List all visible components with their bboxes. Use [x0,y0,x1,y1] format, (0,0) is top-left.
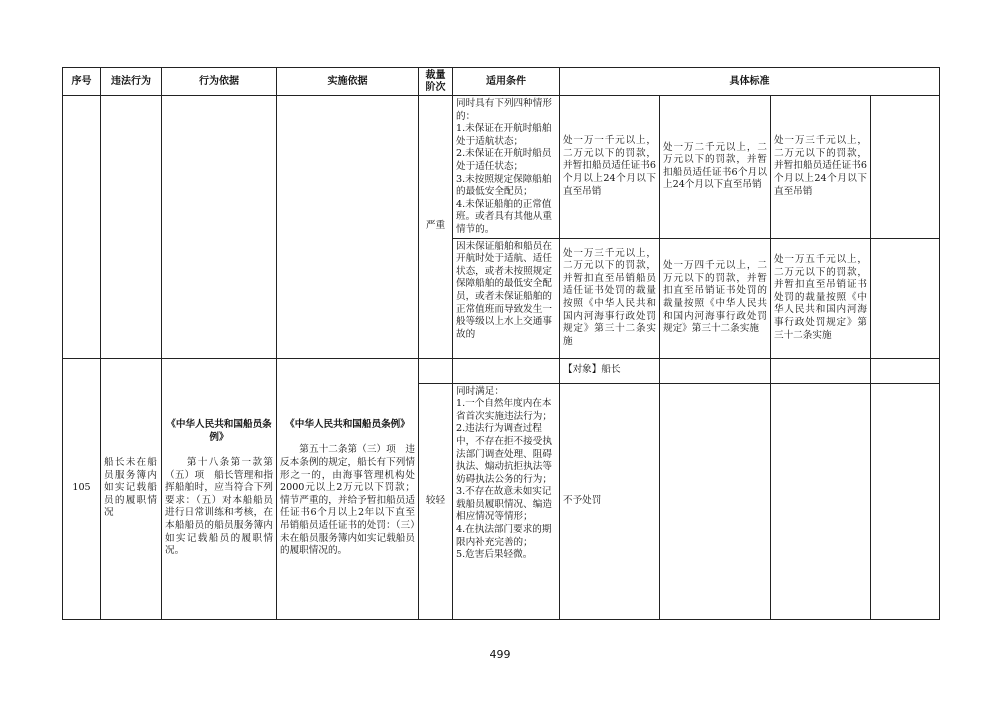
header-standard: 具体标准 [560,68,940,96]
cell-standard-2-empty [660,383,771,619]
cell-standard-1: 处一万三千元以上，二万元以下的罚款，并暂扣直至吊销船员适任证书处罚的裁量按照《中华人民共和国内河海事行政处罚规定》第三十二条实施 [560,238,660,358]
cell-standard-3: 处一万三千元以上，二万元以下的罚款，并暂扣船员适任证书6个月以上24个月以下直至吊销 [771,96,871,239]
cell-behavior-empty [101,96,162,359]
cell-object-empty [660,358,771,383]
cell-seq-empty [63,96,101,359]
cell-object: 【对象】船长 [560,358,660,383]
cell-level-empty [419,358,453,383]
cell-basis-impl [277,358,419,619]
table-row [63,96,940,239]
cell-basis-law [162,358,277,619]
cell-standard-2: 处一万二千元以上，二万元以下的罚款，并暂扣船员适任证书6个月以上24个月以下直至吊销 [660,96,771,239]
cell-condition-empty [453,358,560,383]
header-condition: 适用条件 [453,68,560,96]
header-level: 裁量 阶次 [419,68,453,96]
basis-impl-body: 第五十二条第（三）项 违反本条例的规定，船长有下列情形之一的，由海事管理机构处2000元以上2万元以下罚款；情节严重的，并给予暂扣船员适任证书6个月以上2年以下直至吊销船员适任证书的处罚：（三）未在船员服务簿内如实记载船员的履职情况的。 [280,444,415,557]
penalty-standard-table [62,67,940,620]
cell-level-severe: 严重 [419,96,453,359]
cell-object-empty [871,358,940,383]
page-number: 499 [489,648,511,661]
header-behavior: 违法行为 [101,68,162,96]
basis-law-title: 《中华人民共和国船员条例》 [166,419,272,443]
cell-object-empty [771,358,871,383]
cell-basis-impl-empty [277,96,419,359]
cell-standard-3: 处一万五千元以上，二万元以下的罚款，并暂扣直至吊销证书处罚的裁量按照《中华人民共和国内河海事行政处罚规定》第三十二条实施 [771,238,871,358]
cell-standard-2: 处一万四千元以上，二万元以下的罚款，并暂扣直至吊销证书处罚的裁量按照《中华人民共和国内河海事行政处罚规定》第三十二条实施 [660,238,771,358]
cell-behavior: 船长未在船员服务簿内如实记载船员的履职情况 [101,358,162,619]
cell-seq: 105 [63,358,101,619]
cell-condition: 因未保证船舶和船员在开航时处于适航、适任状态，或者未按照规定保障船舶的最低安全配员，或者未保证船舶的正常值班而导致发生一般等级以上水上交通事故的 [453,238,560,358]
basis-impl-title: 《中华人民共和国船员条例》 [285,419,410,431]
cell-level-minor: 较轻 [419,383,453,619]
cell-condition: 同时具有下列四种情形的： 1.未保证在开航时船舶处于适航状态； 2.未保证在开航时船员处于适任状态； 3.未按照规定保障船舶的最低安全配员； 4.未保证船舶的正常值班。或者具有其他从重情节的。 [453,96,560,239]
cell-standard-1: 处一万一千元以上，二万元以下的罚款，并暂扣船员适任证书6个月以上24个月以下直至吊销 [560,96,660,239]
cell-basis-law-empty [162,96,277,359]
basis-law-body: 第十八条第一款第（五）项 船长管理和指挥船舶时，应当符合下列要求：（五）对本船船员进行日常训练和考核，在本船船员的船员服务簿内如实记载船员的履职情况。 [165,457,273,557]
table-header-row [63,68,940,96]
header-basis-law: 行为依据 [162,68,277,96]
header-seq: 序号 [63,68,101,96]
cell-standard-4-empty [871,238,940,358]
cell-condition: 同时满足： 1.一个自然年度内在本省首次实施违法行为； 2.违法行为调查过程中，不存在拒不接受执法部门调查处理、阻碍执法、煽动抗拒执法等妨碍执法公务的行为； 3.不存在故意未如实记载船员履职情况、编造相应情况等情形； 4.在执法部门要求的期限内补充完善的； 5.危害后果轻微。 [453,383,560,619]
header-basis-impl: 实施依据 [277,68,419,96]
cell-standard-3-empty [771,383,871,619]
cell-standard-4-empty [871,96,940,239]
table-row [63,358,940,383]
cell-standard-1: 不予处罚 [560,383,660,619]
cell-standard-4-empty [871,383,940,619]
